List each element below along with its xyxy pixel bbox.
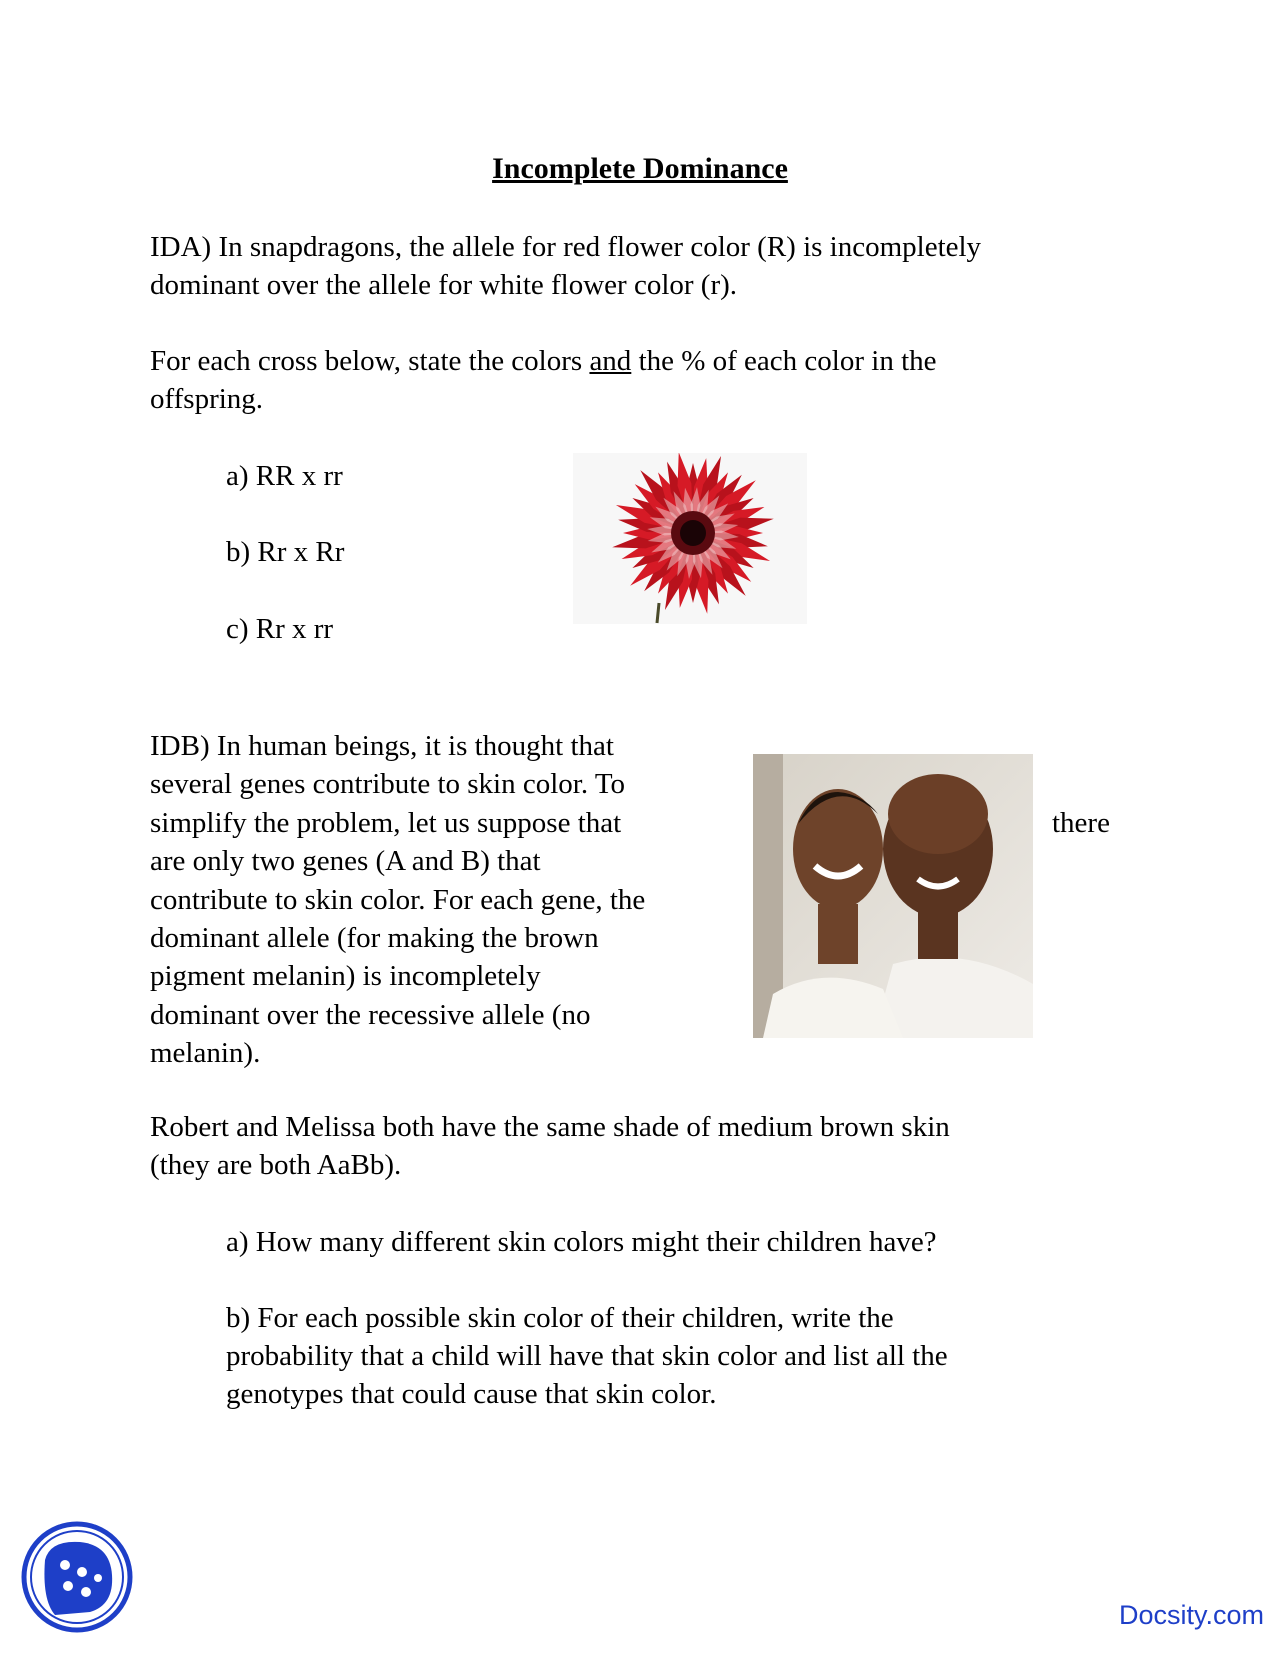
couple-photo [753, 754, 1033, 1038]
cross-c: c) Rr x rr [226, 613, 334, 645]
question-b-line: genotypes that could cause that skin color. [226, 1378, 717, 1410]
question-b-line: probability that a child will have that skin color and list all the [226, 1340, 948, 1372]
robert-line-1: Robert and Melissa both have the same shade of medium brown skin [150, 1111, 950, 1143]
idb-line: IDB) In human beings, it is thought that [150, 730, 614, 762]
ida-line-1: IDA) In snapdragons, the allele for red flower color (R) is incompletely [150, 231, 982, 263]
cross-a: a) RR x rr [226, 460, 343, 492]
idb-line: melanin). [150, 1037, 261, 1070]
couple-photo-icon [753, 754, 1033, 1038]
ida-instruction-line-2: offspring. [150, 383, 264, 415]
idb-wrapped-word: there [1052, 807, 1110, 839]
question-b-line: b) For each possible skin color of their children, write the [226, 1302, 894, 1334]
page-title: Incomplete Dominance [492, 152, 788, 185]
idb-paragraph [150, 727, 750, 1073]
question-a: a) How many different skin colors might their children have? [226, 1226, 937, 1258]
idb-line: dominant allele (for making the brown [150, 922, 599, 955]
question-b [226, 1299, 1126, 1413]
idb-line: are only two genes (A and B) that [150, 845, 541, 878]
instruction-text: For each cross below, state the colors [150, 345, 590, 377]
instruction-emphasis: and [589, 345, 632, 377]
docsity-logo [20, 1520, 134, 1634]
ida-instruction-line-1 [150, 342, 1130, 380]
idb-line: pigment melanin) is incompletely [150, 960, 541, 993]
cross-b: b) Rr x Rr [226, 536, 345, 568]
docsity-logo-icon [20, 1520, 134, 1634]
ida-line-2: dominant over the allele for white flower color (r). [150, 269, 738, 301]
idb-line: contribute to skin color. For each gene, the [150, 883, 646, 916]
idb-line: several genes contribute to skin color. To [150, 768, 626, 801]
idb-line: simplify the problem, let us suppose that [150, 806, 622, 839]
robert-line-2: (they are both AaBb). [150, 1149, 402, 1181]
robert-melissa-paragraph [150, 1108, 1130, 1184]
idb-line: dominant over the recessive allele (no [150, 998, 591, 1031]
instruction-text: the % of each color in the [631, 345, 937, 377]
flower-icon [573, 453, 807, 624]
red-flower-image [573, 453, 807, 624]
ida-paragraph [150, 228, 1130, 304]
ida-instructions [150, 342, 1130, 418]
docsity-brand-text: Docsity.com [1118, 1600, 1264, 1630]
